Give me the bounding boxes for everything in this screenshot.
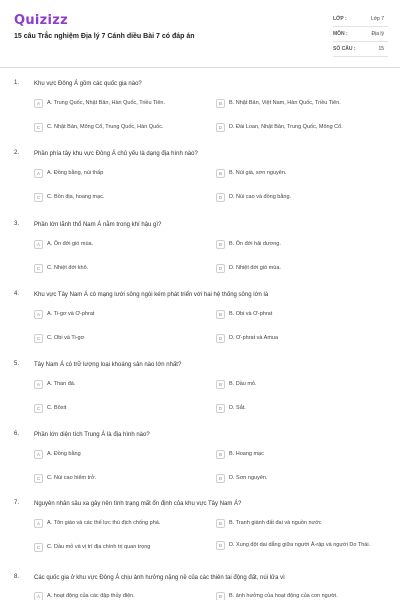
option-letter: D — [216, 264, 225, 273]
option-text: A. Ôn đới gió mùa. — [47, 241, 94, 247]
meta-subject-label: MÔN : — [333, 31, 348, 37]
meta-subject-row — [333, 27, 388, 42]
meta-class-value: Lớp 7 — [370, 16, 384, 22]
option-text: D. Ơ-phrat và Amua — [229, 335, 279, 341]
option-letter: D — [216, 404, 225, 413]
option-letter: A — [34, 592, 43, 600]
option-text: C. Nhật Bản, Mông Cổ, Trung Quốc, Hàn Quốc. — [47, 124, 164, 130]
option-a[interactable] — [34, 309, 202, 323]
question-text: Phần lớn lãnh thổ Nam Á nằm trong khí hậu gì? — [34, 222, 162, 228]
option-text: A. Đồng bằng — [47, 451, 81, 457]
option-text: C. Bôxit — [47, 405, 67, 411]
question-number: 1. — [14, 80, 20, 86]
question-number: 7. — [14, 500, 20, 506]
meta-count-value: 15 — [378, 46, 384, 52]
option-b[interactable] — [216, 309, 384, 323]
option-letter: B — [216, 519, 225, 528]
option-c[interactable] — [34, 473, 202, 487]
option-d[interactable] — [216, 333, 384, 347]
option-a[interactable] — [34, 518, 202, 532]
question-text: Phần lớn diện tích Trung Á là địa hình nào? — [34, 432, 150, 438]
option-b[interactable] — [216, 449, 384, 463]
option-letter: A — [34, 519, 43, 528]
option-letter: A — [34, 240, 43, 249]
question-text: Phần phía tây khu vực Đông Á chủ yếu là dạng địa hình nào? — [34, 151, 198, 157]
question-text: Khu vực Đông Á gồm các quốc gia nào? — [34, 81, 142, 87]
option-letter: A — [34, 450, 43, 459]
question-number: 6. — [14, 431, 20, 437]
option-text: B. Obi và Ơ-phrat — [229, 311, 273, 317]
option-text: D. Núi cao và đồng bằng. — [229, 194, 292, 200]
option-letter: A — [34, 169, 43, 178]
option-c[interactable] — [34, 333, 202, 347]
header-divider — [0, 67, 400, 68]
option-text: C. Núi cao hiểm trở. — [47, 475, 97, 481]
option-letter: C — [34, 264, 43, 273]
question-text: Khu vực Tây Nam Á có mạng lưới sông ngòi kém phát triển với hai hệ thống sông lớn là — [34, 292, 269, 298]
option-b[interactable] — [216, 239, 384, 253]
option-letter: D — [216, 474, 225, 483]
option-a[interactable] — [34, 591, 202, 600]
question-number: 8. — [14, 574, 20, 580]
option-text: C. Nhiệt đới khô. — [47, 265, 89, 271]
question-number: 3. — [14, 221, 20, 227]
option-d[interactable] — [216, 540, 384, 558]
option-text: B. Hoang mạc — [229, 451, 264, 457]
option-a[interactable] — [34, 239, 202, 253]
option-c[interactable] — [34, 192, 202, 206]
option-b[interactable] — [216, 591, 384, 600]
option-letter: A — [34, 310, 43, 319]
option-text: A. Đồng bằng, núi thấp — [47, 170, 104, 176]
question-text: Nguyên nhân sâu xa gây nên tình trạng mất ổn định của khu vực Tây Nam Á? — [34, 501, 242, 507]
option-b[interactable] — [216, 168, 384, 182]
option-letter: B — [216, 240, 225, 249]
option-text: B. Ôn đới hải dương. — [229, 241, 281, 247]
option-text: A. Than đá. — [47, 381, 76, 387]
option-c[interactable] — [34, 122, 202, 136]
option-letter: D — [216, 123, 225, 132]
option-text: A. Trung Quốc, Nhật Bản, Hàn Quốc, Triều Tiên. — [47, 100, 166, 106]
option-letter: C — [34, 474, 43, 483]
option-letter: B — [216, 450, 225, 459]
option-letter: C — [34, 123, 43, 132]
option-text: D. Nhiệt đới gió mùa. — [229, 265, 281, 271]
option-text: C. Dầu mỏ và vị trí địa chính trị quan trọng — [47, 544, 151, 550]
question-number: 5. — [14, 361, 20, 367]
option-letter: A — [34, 99, 43, 108]
option-letter: C — [34, 543, 43, 552]
option-text: D. Xung đột dai dẳng giữa người Ả-rập và người Do Thái. — [229, 542, 371, 548]
option-letter: C — [34, 404, 43, 413]
option-letter: D — [216, 334, 225, 343]
option-letter: D — [216, 193, 225, 202]
question-number: 4. — [14, 291, 20, 297]
option-c[interactable] — [34, 542, 202, 556]
option-b[interactable] — [216, 98, 384, 112]
meta-class-label: LỚP : — [333, 16, 347, 22]
option-d[interactable] — [216, 122, 384, 136]
option-text: C. Bồn địa, hoang mạc. — [47, 194, 105, 200]
option-letter: B — [216, 99, 225, 108]
option-text: D. Đài Loan, Nhật Bản, Trung Quốc, Mông Cổ. — [229, 124, 343, 130]
option-c[interactable] — [34, 403, 202, 417]
option-d[interactable] — [216, 473, 384, 487]
question-text: Tây Nam Á có trữ lượng loại khoáng sản nào lớn nhất? — [34, 362, 182, 368]
quizizz-logo[interactable]: Quizizz — [14, 13, 69, 28]
meta-count-label: SỐ CÂU : — [333, 46, 356, 52]
option-letter: B — [216, 592, 225, 600]
option-d[interactable] — [216, 192, 384, 206]
option-text: B. ảnh hưởng của hoạt động của con người. — [229, 593, 338, 599]
option-c[interactable] — [34, 263, 202, 277]
meta-subject-value: Địa lý — [371, 31, 384, 37]
question-text: Các quốc gia ở khu vực Đông Á chịu ảnh hưởng nặng nề của các thiên tai động đất, núi lửa vì — [34, 575, 285, 581]
option-b[interactable] — [216, 518, 384, 532]
document-header — [0, 0, 400, 64]
option-a[interactable] — [34, 98, 202, 112]
option-letter: B — [216, 310, 225, 319]
option-text: B. Dầu mỏ. — [229, 381, 257, 387]
option-a[interactable] — [34, 449, 202, 463]
option-text: B. Tranh giành đất đai và nguồn nước — [229, 520, 322, 526]
option-b[interactable] — [216, 379, 384, 393]
page-title: 15 câu Trắc nghiệm Địa lý 7 Cánh diều Bài 7 có đáp án — [14, 33, 195, 40]
option-text: A. Tôn giáo và các thế lực thù địch chống phá. — [47, 520, 161, 526]
option-letter: C — [34, 193, 43, 202]
option-d[interactable] — [216, 403, 384, 417]
option-text: D. Sắt. — [229, 405, 246, 411]
option-a[interactable] — [34, 379, 202, 393]
option-text: B. Núi già, sơn nguyên. — [229, 170, 287, 176]
option-letter: D — [216, 541, 225, 550]
meta-count-row — [333, 42, 388, 57]
meta-class-row — [333, 12, 388, 27]
option-text: A. Ti-gơ và Ơ-phrat — [47, 311, 95, 317]
option-d[interactable] — [216, 263, 384, 277]
meta-info — [333, 12, 388, 57]
question-number: 2. — [14, 150, 20, 156]
option-letter: A — [34, 380, 43, 389]
option-text: C. Obi và Ti-gơ — [47, 335, 85, 341]
option-letter: B — [216, 169, 225, 178]
option-text: D. Sơn nguyên. — [229, 475, 268, 481]
option-a[interactable] — [34, 168, 202, 182]
option-letter: C — [34, 334, 43, 343]
option-letter: B — [216, 380, 225, 389]
option-text: B. Nhật Bản, Việt Nam, Hàn Quốc, Triều Tiên. — [229, 100, 341, 106]
option-text: A. hoạt động của các đập thủy điện. — [47, 593, 135, 599]
